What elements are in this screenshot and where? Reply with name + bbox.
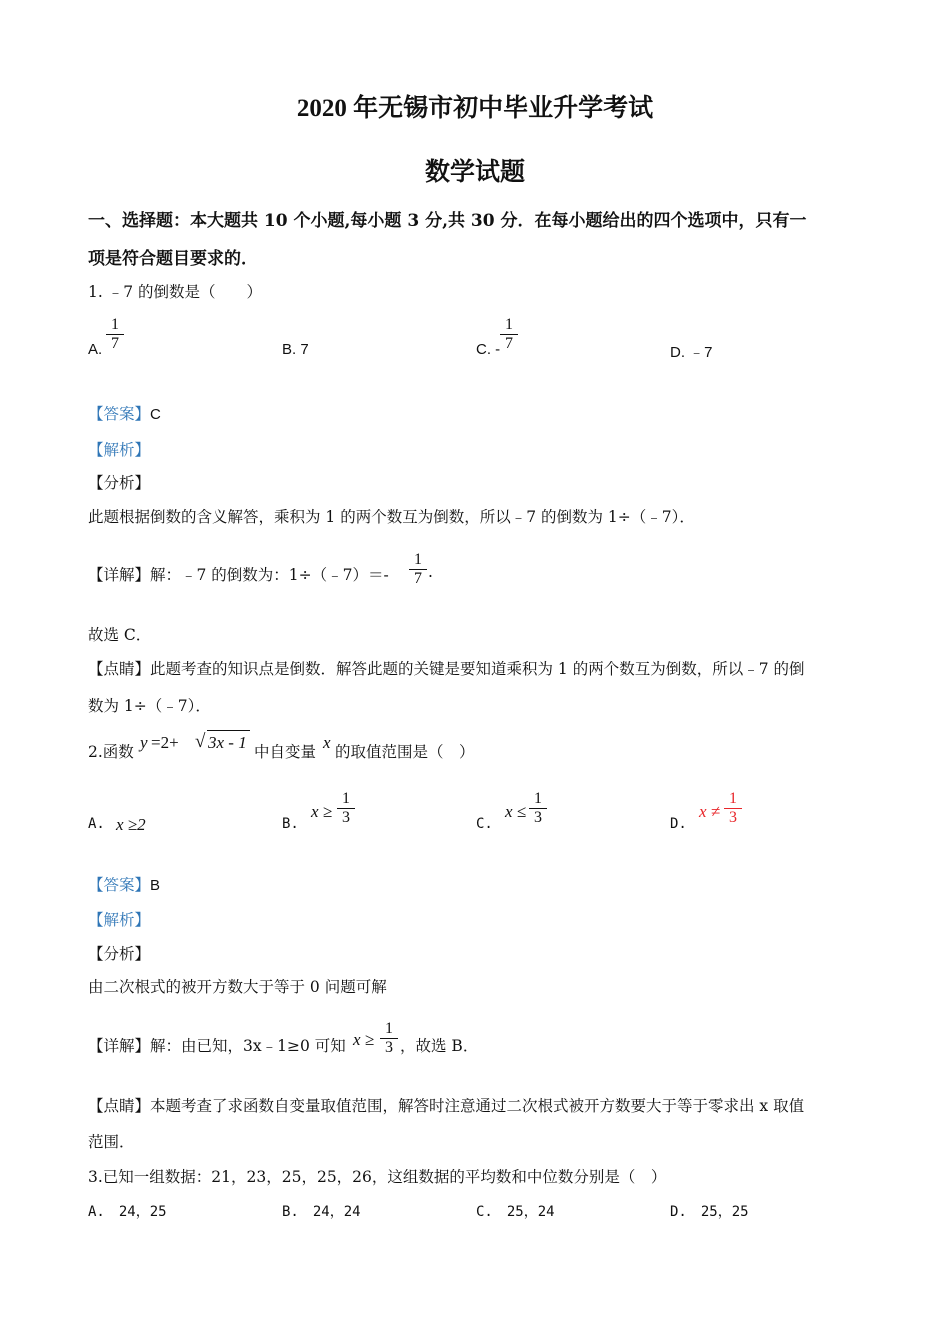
q2-stem-suffix: 的取值范围是（ ） [335,743,475,761]
q2-stem-prefix: 2.函数 [88,743,134,761]
q2-option-c-label: C. [476,816,493,832]
q3-stem: 3.已知一组数据：21，23，25，25，26，这组数据的平均数和中位数分别是（ ） [88,1168,667,1186]
q2-option-b-denominator: 3 [342,809,350,826]
q1-choose: 故选 C． [88,626,152,644]
radical-icon: √ [195,731,206,752]
page-title: 2020 年无锡市初中毕业升学考试 [296,95,654,122]
q2-option-b-numerator: 1 [342,790,350,807]
q2-option-b-fraction [337,790,355,827]
q1-detail-numerator: 1 [414,551,422,568]
q2-stem-radicand: 3x - 1 [208,733,247,752]
q1-detail-suffix: . [428,563,433,581]
q2-stem-mid: 中自变量 [254,743,317,761]
q2-fenxi-tag: 【分析】 [88,945,151,963]
q2-detail-x: x ≥ [353,1030,375,1049]
q3-option-c: C. 25，24 [476,1204,555,1220]
q2-option-b-x: x ≥ [311,802,333,821]
q2-analysis: 由二次根式的被开方数大于等于 0 问题可解 [88,978,387,996]
q2-detail-numerator: 1 [385,1020,393,1037]
q2-option-a-label: A. [88,816,105,832]
section-heading-line2: 项是符合题目要求的． [88,249,258,269]
q2-option-d-fraction [724,790,742,827]
q1-stem: 1. ﹣7 的倒数是（ ） [88,283,263,301]
q3-option-a: A. 24，25 [88,1204,167,1220]
q1-comment-line1: 【点睛】此题考查的知识点是倒数．解答此题的关键是要知道乘积为 1 的两个数互为倒数，所以﹣7 的倒 [88,660,805,678]
q2-comment-line2: 范围． [88,1133,135,1151]
answer-tag: 【答案】 [88,405,151,423]
q1-detail-denominator: 7 [414,570,422,587]
q2-answer [88,873,160,895]
q2-detail-prefix: 【详解】解：由已知，3x﹣1≥0 可知 [88,1037,346,1055]
q2-option-c-numerator: 1 [534,790,542,807]
q2-detail-suffix: ，故选 B． [400,1037,479,1055]
q1-fenxi-tag: 【分析】 [88,474,151,492]
radical-overline [207,730,250,731]
page-subtitle: 数学试题 [424,159,525,186]
q2-stem-eq: =2+ [151,733,179,752]
q1-detail-prefix: 【详解】解：﹣7 的倒数为：1÷（﹣7）＝- [88,566,389,584]
q1-answer-value: C [150,406,161,423]
q1-option-d: D. ﹣7 [670,344,713,361]
q2-option-d-x: x ≠ [699,802,721,821]
q1-answer [88,402,161,424]
q1-option-a-numerator: 1 [111,316,119,333]
q1-option-c-denominator: 7 [505,335,513,352]
q1-option-a-label: A. [88,341,103,358]
q2-comment-line1: 【点睛】本题考查了求函数自变量取值范围，解答时注意通过二次根式被开方数要大于等于零求出 x 取值 [88,1097,805,1115]
q1-jiexi-tag: 【解析】 [88,441,151,459]
q2-option-d-label: D. [670,816,687,832]
q2-option-c-x: x ≤ [505,802,527,821]
q2-jiexi-tag: 【解析】 [88,911,151,929]
q2-stem-y: y [140,733,148,752]
answer-tag: 【答案】 [88,876,151,894]
q1-detail-fraction [409,551,427,588]
q1-option-c-numerator: 1 [505,316,513,333]
q2-stem-x: x [323,733,331,752]
q1-analysis: 此题根据倒数的含义解答，乘积为 1 的两个数互为倒数，所以﹣7 的倒数为 1÷（﹣7）． [88,508,695,526]
q1-option-a-denominator: 7 [111,335,119,352]
q1-comment-line2: 数为 1÷（﹣7）． [88,697,211,715]
q2-answer-value: B [150,877,161,894]
q2-detail-fraction [380,1020,398,1057]
q2-detail-denominator: 3 [385,1039,393,1056]
q2-option-c-denominator: 3 [534,809,542,826]
q2-option-d-denominator: 3 [729,809,737,826]
q2-option-b-label: B. [282,816,299,832]
q3-option-d: D. 25，25 [670,1204,749,1220]
q2-option-c-fraction [529,790,547,827]
q2-option-a-expr: x ≥2 [116,815,146,834]
q3-option-b: B. 24，24 [282,1204,361,1220]
q1-option-c-label: C. - [476,341,501,358]
q1-option-a-fraction [106,316,124,353]
q1-option-c-fraction [500,316,518,353]
section-heading-line1: 一、选择题：本大题共 10 个小题,每小题 3 分,共 30 分．在每小题给出的四个选项中，只有一 [88,211,807,231]
q1-option-b: B. 7 [282,341,309,358]
q2-option-d-numerator: 1 [729,790,737,807]
